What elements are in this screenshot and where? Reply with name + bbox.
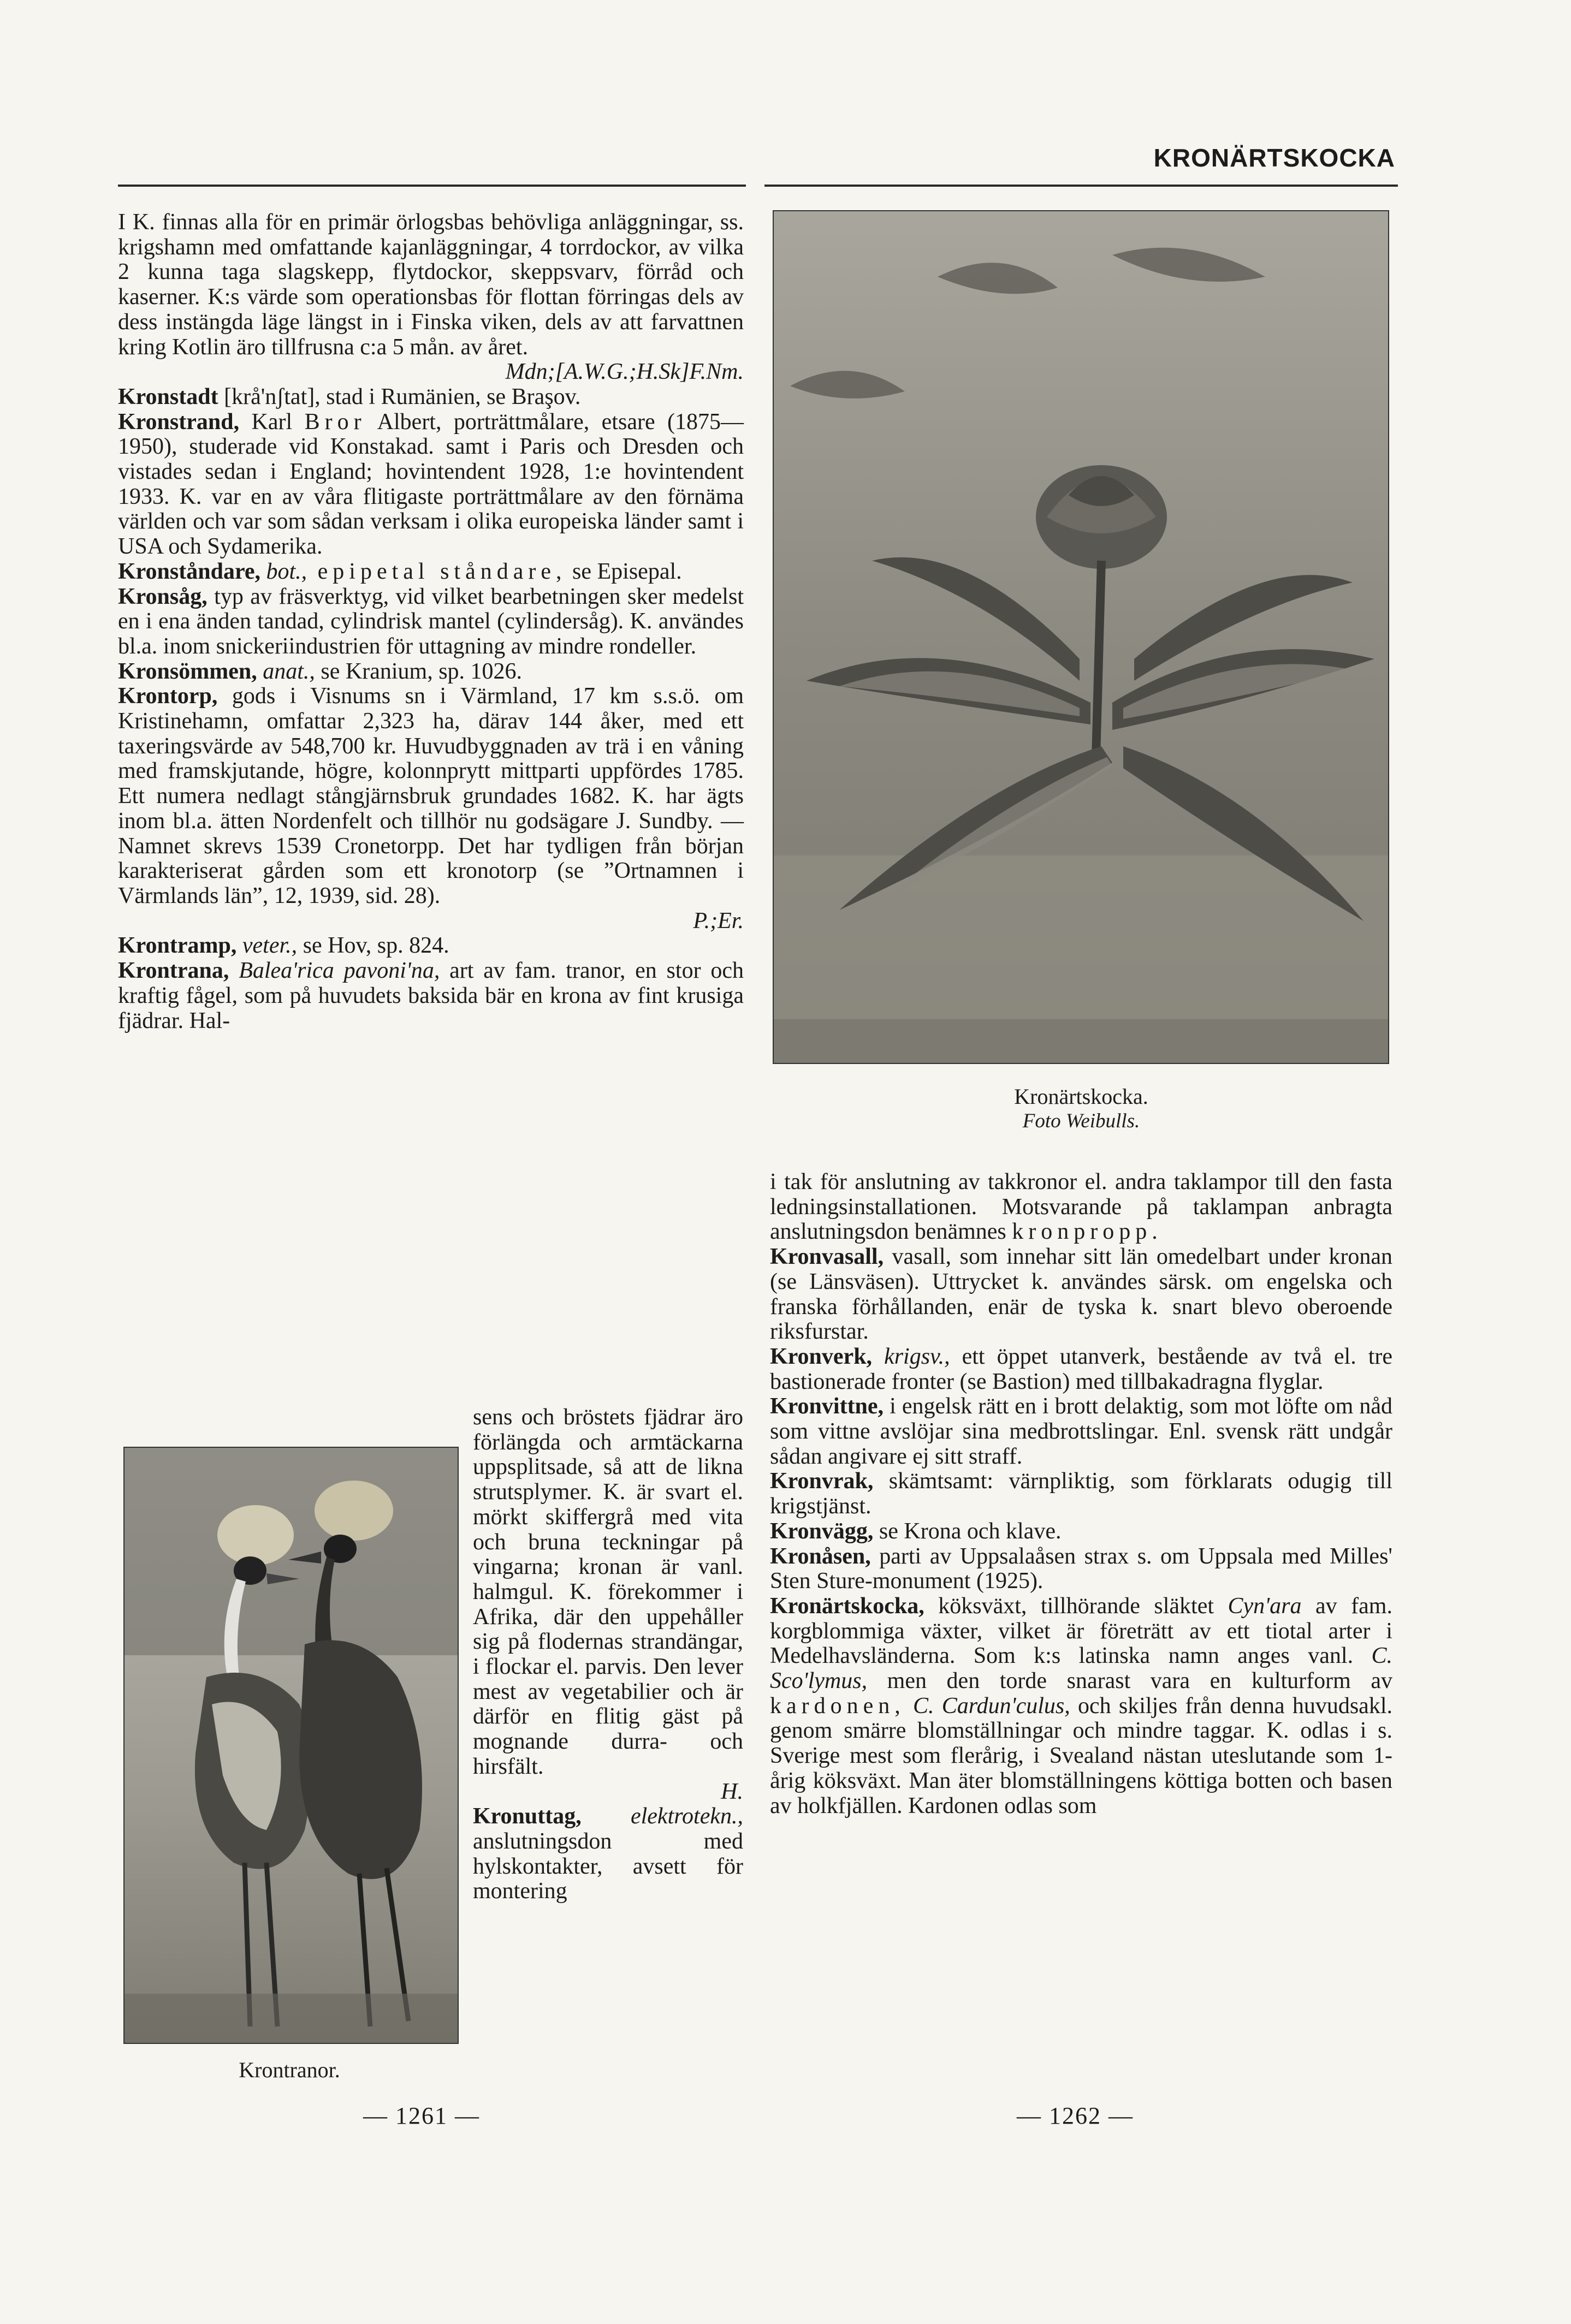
artichoke-photo	[773, 210, 1389, 1064]
spaced-term: kardonen,	[770, 1693, 905, 1719]
page-number-left: — 1261 —	[363, 2102, 480, 2129]
kronuttag-continuation	[770, 1170, 1392, 1245]
subject-label: elektrotekn.,	[581, 1804, 743, 1829]
spaced-name: Bror	[304, 409, 366, 435]
entry-text: i engelsk rätt en i brott delaktig, som mot löfte om nåd som vittne avslöjar sina medbrottslingar. Enl. svensk rätt undgår sådan angivare ej sitt straff.	[770, 1394, 1392, 1469]
headword: Kronvittne,	[770, 1394, 884, 1419]
entry-kronasen	[770, 1544, 1392, 1594]
headword: Kronsömmen,	[118, 658, 257, 684]
entry-text: men den torde snarast vara en kulturform av	[867, 1668, 1392, 1694]
entry-krontrana	[118, 959, 744, 1033]
entry-kronvagg	[770, 1519, 1392, 1544]
entry-text: skämtsamt: värnpliktig, som förklarats odugig till krigstjänst.	[770, 1469, 1392, 1519]
entry-text: parti av Uppsalaåsen strax s. om Uppsala med Milles' Sten Sture-monument (1925).	[770, 1543, 1392, 1594]
entry-kronvasall	[770, 1245, 1392, 1345]
kronstadt-continuation	[118, 210, 744, 385]
entry-kronsag	[118, 585, 744, 659]
headword: Kronvrak,	[770, 1469, 874, 1494]
entry-krontorp	[118, 684, 744, 934]
latin-name: Cyn'ara	[1228, 1593, 1302, 1619]
paragraph-text: sens och bröstets fjädrar äro förlängda och armtäckarna uppsplitsade, så att de likna strutsplymer. K. är svart el. mörkt skiffergrå med vita och bruna teckningar på vingarna; kronan är vanl. halmgul. K. förekommer i Afrika, där den uppehåller sig på flodernas strandängar, i flockar el. parvis. Den lever mest av vegetabilier och är därför en flitig gäst på mognande durra- och hirsfält.	[473, 1405, 743, 1779]
headword: Krontorp,	[118, 683, 218, 709]
entry-text: typ av fräsverktyg, vid vilket bearbetningen sker medelst en i ena änden tandad, cylindrisk mantel (cylindersåg). K. användes bl.a. inom snickeriindustrien för uttagning av mindre rondeller.	[118, 584, 744, 659]
caption-text: Kronärtskocka.	[1014, 1084, 1148, 1109]
subject-label: bot.,	[260, 558, 307, 584]
paragraph-text: I K. finnas alla för en primär örlogsbas behövliga anläggningar, ss. krigshamn med omfattande kajanläggningar, 4 torrdockor, av vilka 2 kunna taga slagskepp, flytdockor, skeppsvarv, förråd och kaserner. K:s värde som operationsbas för flottan förringas dels av dess instängda läge längst in i Finska viken, dels av att farvattnen kring Kotlin äro tillfrusna c:a 5 mån. av året.	[118, 210, 744, 360]
entry-text: och skiljes från denna huvudsakl. genom smärre blomställningar och mindre taggar. K. odlas i s. Sverige mest som flerårig, i Svealand nästan uteslutande som 1-årig köksväxt. Man äter blomställningens köttiga botten och basen av holkfjällen. Kardonen odlas som	[770, 1693, 1392, 1818]
left-narrow-column	[473, 1405, 743, 1904]
crane-illustration	[125, 1448, 458, 2043]
header-rule-right	[764, 185, 1398, 187]
author-signature: H.	[721, 1779, 743, 1804]
crane-caption: Krontranor.	[239, 2058, 340, 2082]
latin-name: C. Sco'lymus,	[770, 1643, 1392, 1694]
headword: Kronståndare,	[118, 558, 260, 584]
headword: Kronstadt	[118, 384, 218, 409]
entry-kronverk	[770, 1345, 1392, 1394]
headword: Krontrana,	[118, 958, 229, 984]
entry-kronstrand	[118, 410, 744, 560]
entry-text: anslutningsdon med hylskontakter, avsett för montering	[473, 1828, 743, 1904]
entry-kronstadt	[118, 385, 744, 410]
entry-krontramp	[118, 934, 744, 959]
entry-kronstandare	[118, 560, 744, 585]
entry-text: ett öppet utanverk, bestående av två el. tre bastionerade fronter (se Bastion) med tillbakadragna flyglar.	[770, 1344, 1392, 1394]
headword: Kronverk,	[770, 1344, 873, 1369]
running-head: KRONÄRTSKOCKA	[1153, 144, 1395, 172]
page-number-right: — 1262 —	[1017, 2102, 1134, 2129]
right-column	[770, 1170, 1392, 1818]
entry-text: gods i Visnums sn i Värmland, 17 km s.s.ö. om Kristinehamn, omfattar 2,323 ha, därav 144 åker, med ett taxeringsvärde av 548,700 kr. Huvudbyggnaden av trä i en våning med framskjutande, högre, kolonnprytt mittparti uppfördes 1785. Ett numera nedlagt stångjärnsbruk grundades 1682. K. har ägts inom bl.a. ätten Nordenfelt och tillhör nu godsägare J. Sundby. — Namnet skrevs 1539 Cronetorpp. Det har tydligen från början karakteriserat gården som ett kronotorp (se ”Ortnamnen i Värmlands län”, 12, 1939, sid. 28).	[118, 683, 744, 908]
headword: Kronsåg,	[118, 584, 208, 609]
subject-label: veter.,	[236, 933, 298, 959]
krontrana-continuation	[473, 1405, 743, 1804]
spaced-term: kronpropp.	[1012, 1219, 1163, 1245]
entry-kronuttag	[473, 1804, 743, 1904]
author-signature: P.;Er.	[693, 908, 744, 934]
spaced-term: epipetal ståndare,	[307, 558, 567, 584]
headword: Kronåsen,	[770, 1543, 871, 1569]
entry-text: av fam. korgblommiga växter, vilket är företrätt av ett tiotal arter i Medelhavsländerna. Som k:s latinska namn anges vanl.	[770, 1593, 1392, 1669]
latin-name: C. Cardun'culus,	[905, 1693, 1070, 1719]
entry-text: art av fam. tranor, en stor och kraftig fågel, som på huvudets baksida bär en krona av fint krusiga fjädrar. Hal-	[118, 958, 744, 1033]
entry-kronartskocka	[770, 1594, 1392, 1818]
entry-text: se Krona och klave.	[873, 1518, 1062, 1544]
entry-kronsommen	[118, 659, 744, 685]
artichoke-illustration	[774, 211, 1388, 1063]
crowned-crane-photo	[123, 1447, 459, 2044]
entry-text: vasall, som innehar sitt län omedelbart under kronan (se Länsväsen). Uttrycket k. användes särsk. om engelska och franska förhållanden, enär de tyska k. snart blevo oberoende riksfurstar.	[770, 1244, 1392, 1345]
entry-text: se Hov, sp. 824.	[297, 933, 449, 959]
header-rule-left	[118, 185, 746, 187]
headword: Krontramp,	[118, 933, 237, 959]
entry-text: se Episepal.	[566, 558, 682, 584]
paragraph-text: i tak för anslutning av takkronor el. andra taklampor till den fasta ledningsinstallationen. Motsvarande på taklampan anbragta anslutningsdon benämnes	[770, 1169, 1392, 1245]
artichoke-caption	[977, 1084, 1185, 1133]
left-column	[118, 210, 744, 1033]
entry-text: Karl	[239, 409, 305, 435]
subject-label: anat.,	[257, 658, 315, 684]
headword: Kronstrand,	[118, 409, 240, 435]
headword: Kronärtskocka,	[770, 1593, 924, 1619]
headword: Kronvägg,	[770, 1518, 874, 1544]
entry-text: köksväxt, tillhörande släktet	[924, 1593, 1228, 1619]
latin-name: Balea'rica pavoni'na,	[229, 958, 440, 984]
entry-text: se Kranium, sp. 1026.	[315, 658, 523, 684]
headword: Kronvasall,	[770, 1244, 884, 1270]
entry-kronvrak	[770, 1469, 1392, 1519]
headword: Kronuttag,	[473, 1804, 582, 1829]
author-signature: Mdn;[A.W.G.;H.Sk]F.Nm.	[505, 359, 744, 385]
entry-text: [krå'nʃtat], stad i Rumänien, se Braşov.	[218, 384, 581, 409]
entry-kronvittne	[770, 1394, 1392, 1469]
photo-credit: Foto Weibulls.	[1022, 1110, 1140, 1132]
entry-text: Albert, porträttmålare, etsare (1875—1950), studerade vid Konstakad. samt i Paris och Dresden och vistades sedan i England; hovintendent 1928, 1:e hovintendent 1933. K. var en av våra flitigaste porträttmålare av den förnäma världen och var som sådan verksam i olika europeiska länder samt i USA och Sydamerika.	[118, 409, 744, 560]
subject-label: krigsv.,	[872, 1344, 950, 1369]
